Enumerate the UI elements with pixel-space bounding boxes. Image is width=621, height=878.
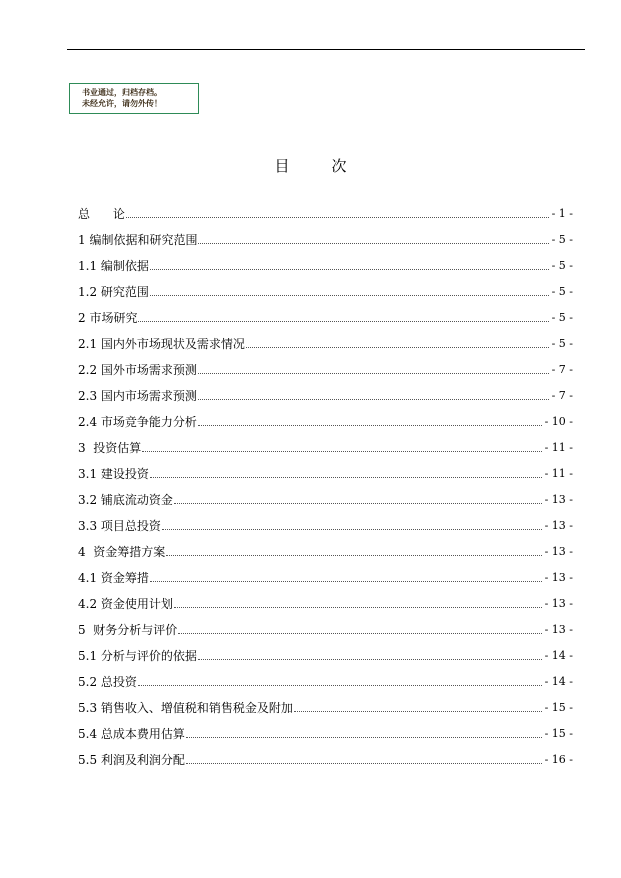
- toc-title: [0, 155, 621, 176]
- toc-title-char-1: 目: [274, 157, 290, 175]
- dot-leader: [198, 243, 548, 244]
- toc-entry-page: - 10 -: [544, 415, 573, 428]
- toc-entry-page: - 13 -: [544, 571, 573, 584]
- toc-entry-label: 2.3 国内市场需求预测: [78, 389, 197, 403]
- toc-entry[interactable]: [78, 456, 573, 482]
- toc-entry-page: - 13 -: [544, 519, 573, 532]
- toc-entry[interactable]: [78, 326, 573, 352]
- dot-leader: [174, 503, 542, 504]
- toc-entry-label: 4.2 资金使用计划: [78, 597, 173, 611]
- toc-entry[interactable]: [78, 612, 573, 638]
- toc-entry[interactable]: [78, 586, 573, 612]
- toc-entry-page: - 16 -: [544, 753, 573, 766]
- toc-entry[interactable]: [78, 430, 573, 456]
- toc-entry-label: 3 投资估算: [78, 441, 142, 455]
- toc-entry-page: - 15 -: [544, 727, 573, 740]
- toc-entry-page: - 13 -: [544, 597, 573, 610]
- dot-leader: [174, 607, 542, 608]
- toc-entry-page: - 7 -: [551, 363, 573, 376]
- toc-entry-page: - 13 -: [544, 623, 573, 636]
- toc-entry[interactable]: [78, 352, 573, 378]
- toc-entry-page: - 5 -: [551, 337, 573, 350]
- toc-entry-page: - 1 -: [551, 207, 573, 220]
- toc-entry-label: 2.2 国外市场需求预测: [78, 363, 197, 377]
- toc-entry[interactable]: [78, 482, 573, 508]
- toc-entry[interactable]: [78, 560, 573, 586]
- toc-entry-page: - 5 -: [551, 311, 573, 324]
- toc-entry-label: 3.3 项目总投资: [78, 519, 161, 533]
- toc-entry-page: - 11 -: [544, 441, 573, 454]
- toc-entry-label: 1 编制依据和研究范围: [78, 233, 198, 247]
- toc-entry-page: - 15 -: [544, 701, 573, 714]
- toc-entry-label: 5.4 总成本费用估算: [78, 727, 185, 741]
- table-of-contents: [78, 196, 573, 768]
- toc-entry-page: - 13 -: [544, 545, 573, 558]
- toc-entry-label: 3.1 建设投资: [78, 467, 149, 481]
- toc-entry-page: - 5 -: [551, 285, 573, 298]
- dot-leader: [198, 399, 549, 400]
- header-rule: [67, 49, 585, 50]
- dot-leader: [162, 529, 542, 530]
- dot-leader: [198, 425, 542, 426]
- dot-leader: [150, 269, 549, 270]
- toc-entry-label: 4 资金筹措方案: [78, 545, 166, 559]
- toc-entry-label: 5.1 分析与评价的依据: [78, 649, 197, 663]
- toc-entry-page: - 5 -: [551, 259, 573, 272]
- toc-entry-page: - 13 -: [544, 493, 573, 506]
- toc-entry-label: 1.1 编制依据: [78, 259, 149, 273]
- toc-entry[interactable]: [78, 690, 573, 716]
- toc-entry-label: 总 论: [78, 207, 125, 221]
- toc-title-char-2: 次: [331, 157, 347, 175]
- toc-entry[interactable]: [78, 222, 573, 248]
- dot-leader: [142, 451, 541, 452]
- stamp-line-1: 书业通过，归档存档。: [82, 88, 162, 97]
- toc-entry-label: 3.2 铺底流动资金: [78, 493, 173, 507]
- toc-entry[interactable]: [78, 716, 573, 742]
- toc-entry-label: 5.2 总投资: [78, 675, 137, 689]
- toc-entry[interactable]: [78, 664, 573, 690]
- dot-leader: [178, 633, 541, 634]
- toc-entry-page: - 7 -: [551, 389, 573, 402]
- toc-entry[interactable]: [78, 248, 573, 274]
- toc-entry[interactable]: [78, 378, 573, 404]
- dot-leader: [138, 321, 548, 322]
- toc-entry-page: - 11 -: [544, 467, 573, 480]
- toc-entry-label: 4.1 资金筹措: [78, 571, 149, 585]
- dot-leader: [150, 295, 549, 296]
- toc-entry[interactable]: [78, 274, 573, 300]
- notice-stamp: [69, 83, 199, 114]
- toc-entry-label: 2 市场研究: [78, 311, 138, 325]
- toc-entry-page: - 14 -: [544, 649, 573, 662]
- dot-leader: [126, 217, 549, 218]
- toc-entry-page: - 14 -: [544, 675, 573, 688]
- toc-entry-label: 5 财务分析与评价: [78, 623, 178, 637]
- dot-leader: [186, 763, 542, 764]
- dot-leader: [138, 685, 542, 686]
- toc-entry[interactable]: [78, 300, 573, 326]
- dot-leader: [166, 555, 541, 556]
- toc-entry-label: 1.2 研究范围: [78, 285, 149, 299]
- toc-entry[interactable]: [78, 508, 573, 534]
- toc-entry[interactable]: [78, 638, 573, 664]
- toc-entry-label: 5.5 利润及利润分配: [78, 753, 185, 767]
- dot-leader: [294, 711, 542, 712]
- stamp-line-2: 未经允许，请勿外传！: [82, 99, 162, 108]
- dot-leader: [150, 581, 542, 582]
- toc-entry-page: - 5 -: [551, 233, 573, 246]
- dot-leader: [186, 737, 542, 738]
- toc-entry[interactable]: [78, 196, 573, 222]
- toc-entry-label: 2.4 市场竞争能力分析: [78, 415, 197, 429]
- dot-leader: [150, 477, 542, 478]
- toc-entry[interactable]: [78, 404, 573, 430]
- dot-leader: [198, 373, 549, 374]
- dot-leader: [246, 347, 549, 348]
- toc-entry[interactable]: [78, 742, 573, 768]
- toc-entry-label: 2.1 国内外市场现状及需求情况: [78, 337, 245, 351]
- toc-entry[interactable]: [78, 534, 573, 560]
- toc-entry-label: 5.3 销售收入、增值税和销售税金及附加: [78, 701, 293, 715]
- dot-leader: [198, 659, 542, 660]
